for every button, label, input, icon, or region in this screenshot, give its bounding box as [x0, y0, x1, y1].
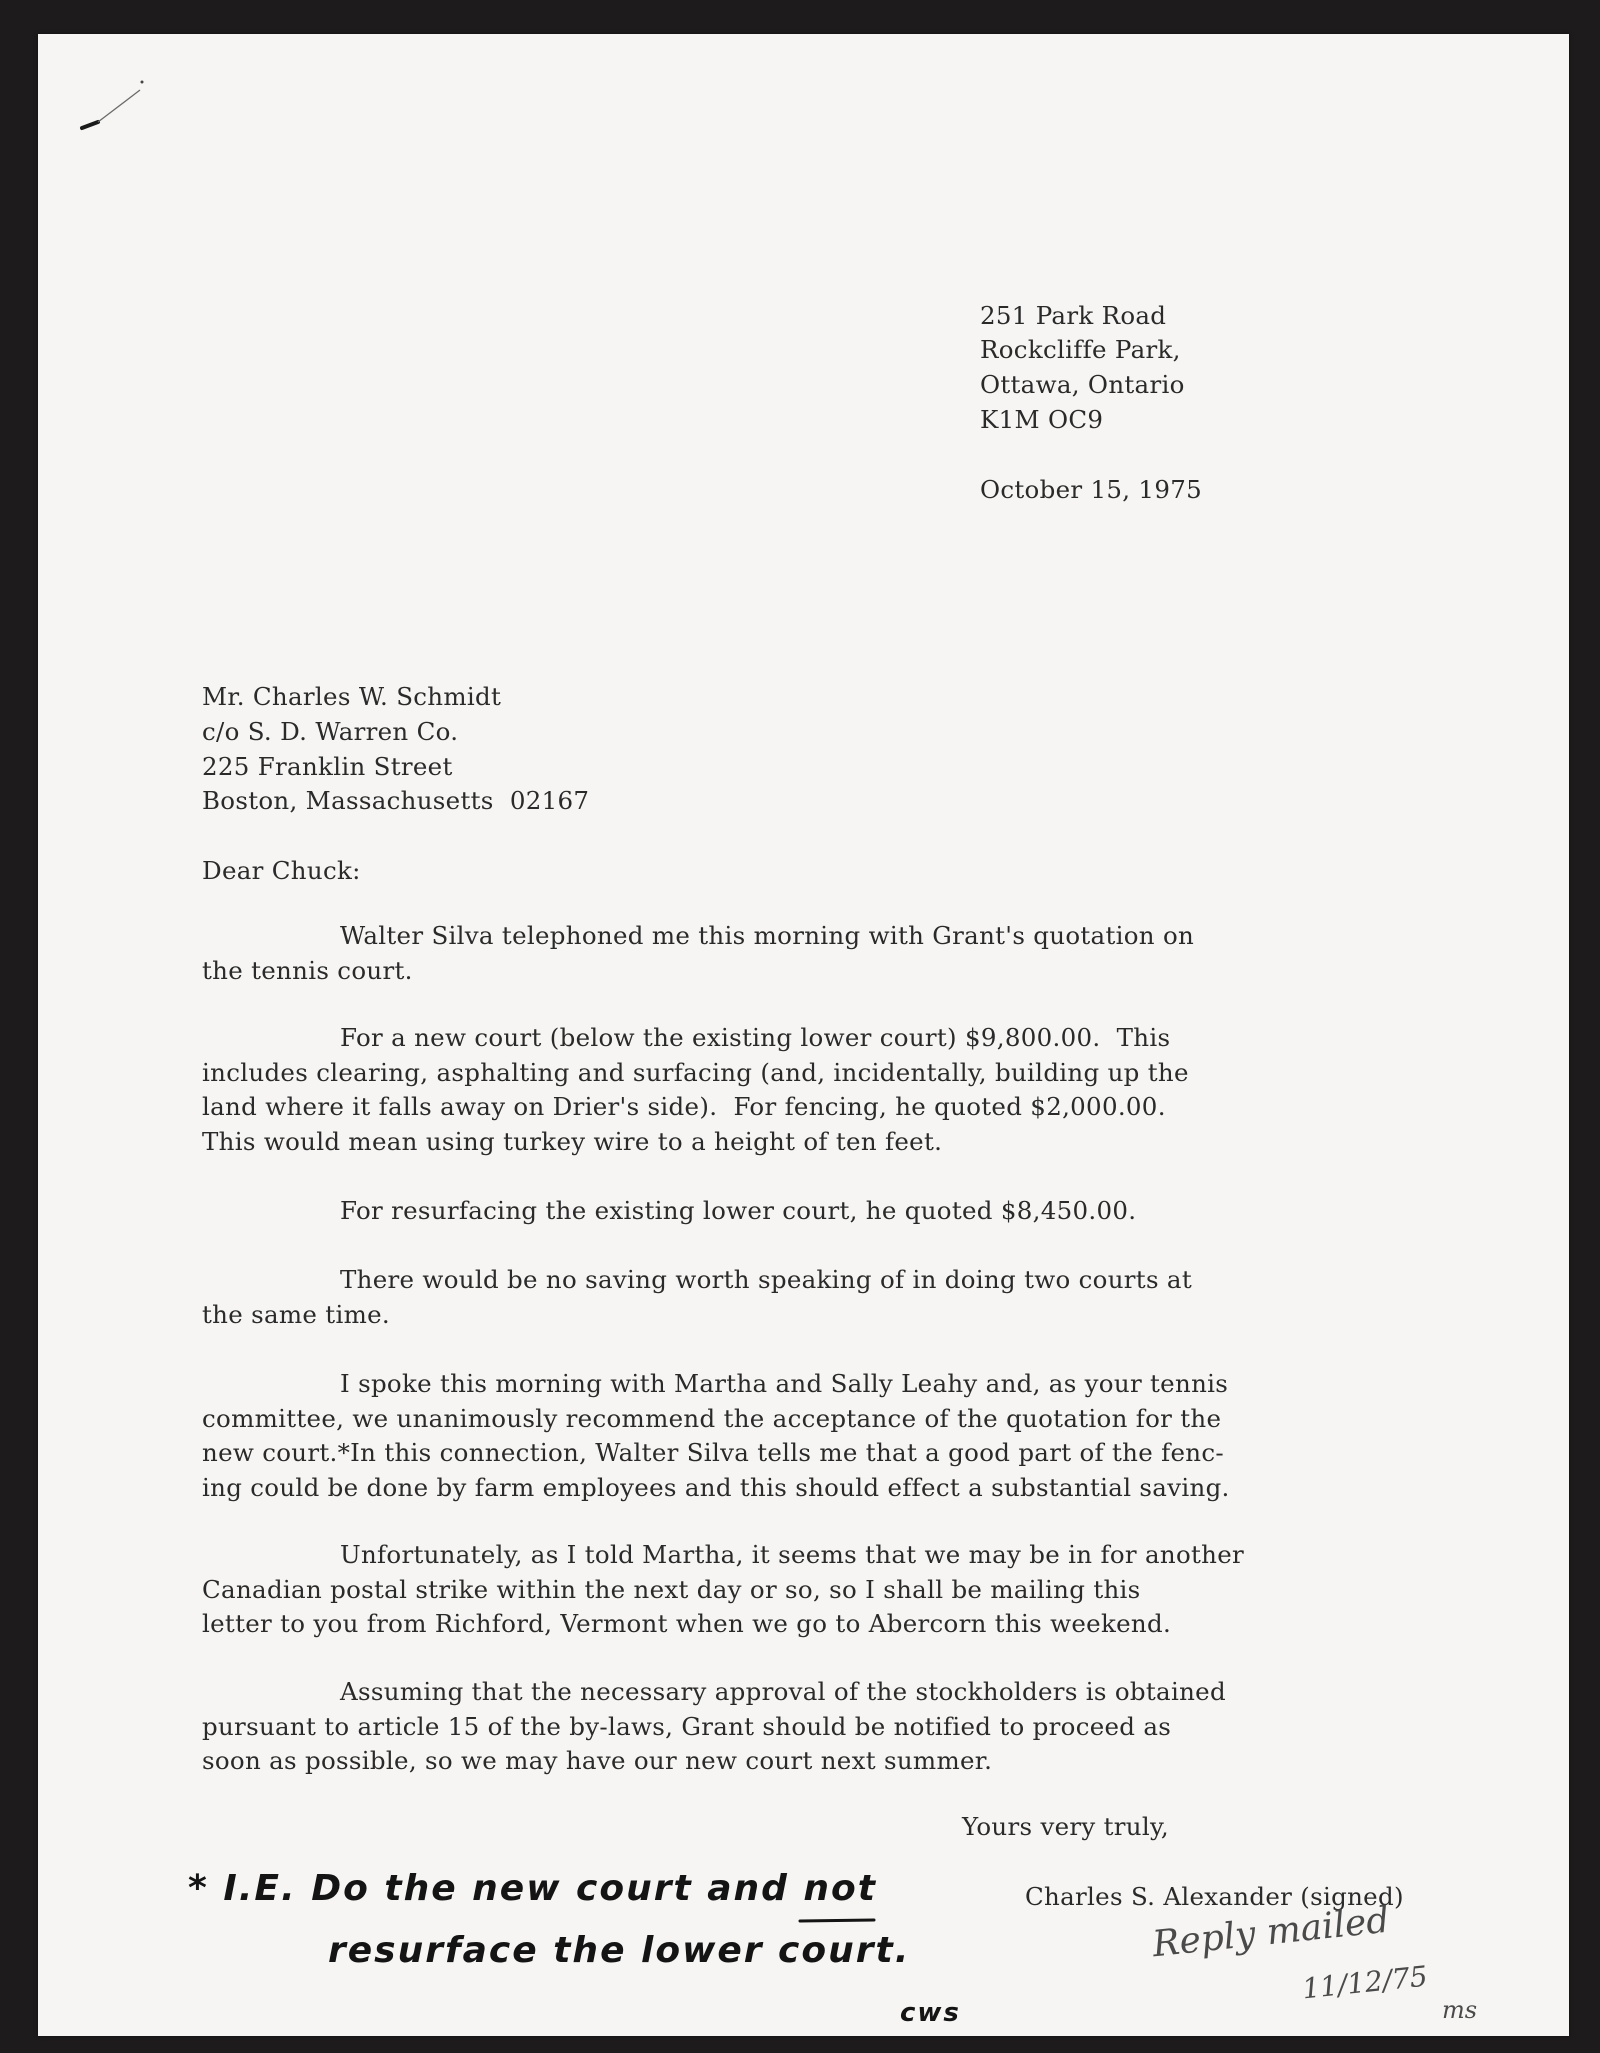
recipient-care-of: c/o S. D. Warren Co. [202, 717, 459, 746]
paragraph-3 [202, 1194, 1342, 1229]
paragraph-line: There would be no saving worth speaking of in doing two courts at [340, 1265, 1192, 1294]
closing: Yours very truly, [962, 1812, 1169, 1841]
paragraph-line: includes clearing, asphalting and surfacing (and, incidentally, building up the [202, 1057, 1189, 1087]
pen-mark-icon [78, 76, 148, 136]
sender-address-line-2: Rockcliffe Park, [980, 335, 1181, 364]
paragraph-line: Canadian postal strike within the next day or so, so I shall be mailing this [202, 1574, 1141, 1604]
handwritten-note-line-2: resurface the lower court. [328, 1930, 911, 1971]
paragraph-2 [202, 1021, 1342, 1159]
paragraph-line: Unfortunately, as I told Martha, it seems that we may be in for another [340, 1540, 1245, 1569]
handwritten-reply-mailed: Reply mailed [1150, 1899, 1392, 1966]
paragraph-line: land where it falls away on Drier's side). For fencing, he quoted $2,000.00. [202, 1092, 1166, 1121]
recipient-name: Mr. Charles W. Schmidt [202, 682, 502, 711]
handwritten-reply-date: 11/12/75 [1300, 1959, 1430, 2006]
sender-address-line-3: Ottawa, Ontario [980, 370, 1185, 399]
paragraph-5 [202, 1367, 1342, 1505]
recipient-city: Boston, Massachusetts 02167 [202, 786, 590, 815]
paragraph-4 [202, 1263, 1342, 1332]
paragraph-line: Assuming that the necessary approval of the stockholders is obtained [340, 1677, 1226, 1706]
sender-address-line-1: 251 Park Road [980, 301, 1167, 330]
salutation: Dear Chuck: [202, 856, 361, 885]
handwritten-reply-initials: ms [1442, 1996, 1478, 2024]
paragraph-line: committee, we unanimously recommend the acceptance of the quotation for the [202, 1403, 1222, 1433]
paragraph-1 [202, 919, 1342, 988]
paragraph-line: For resurfacing the existing lower court, he quoted $8,450.00. [340, 1196, 1137, 1225]
paragraph-6 [202, 1538, 1342, 1642]
underline-not-icon [798, 1916, 878, 1926]
signature-line: Charles S. Alexander (signed) [1025, 1882, 1404, 1911]
paragraph-line: This would mean using turkey wire to a height of ten feet. [202, 1126, 943, 1156]
paragraph-line: the same time. [202, 1299, 391, 1329]
recipient-street: 225 Franklin Street [202, 752, 453, 781]
paragraph-line: letter to you from Richford, Vermont when we go to Abercorn this weekend. [202, 1609, 1172, 1638]
paragraph-line: I spoke this morning with Martha and Sally Leahy and, as your tennis [340, 1369, 1229, 1398]
handwritten-note-line-1: * I.E. Do the new court and not [188, 1868, 877, 1909]
sender-address-line-4: K1M OC9 [980, 405, 1104, 434]
paragraph-line: ing could be done by farm employees and this should effect a substantial saving. [202, 1472, 1230, 1502]
paragraph-line: For a new court (below the existing lower court) $9,800.00. This [340, 1023, 1171, 1052]
handwritten-initials: cws [900, 1998, 961, 2028]
paragraph-line: Walter Silva telephoned me this morning with Grant's quotation on [340, 921, 1195, 950]
paragraph-line: soon as possible, so we may have our new court next summer. [202, 1746, 993, 1775]
paragraph-line: pursuant to article 15 of the by-laws, Grant should be notified to proceed as [202, 1711, 1172, 1741]
paragraph-line: new court.*In this connection, Walter Silva tells me that a good part of the fenc- [202, 1438, 1224, 1467]
paragraph-7 [202, 1675, 1342, 1779]
paragraph-line: the tennis court. [202, 955, 413, 985]
letter-date: October 15, 1975 [980, 475, 1202, 504]
